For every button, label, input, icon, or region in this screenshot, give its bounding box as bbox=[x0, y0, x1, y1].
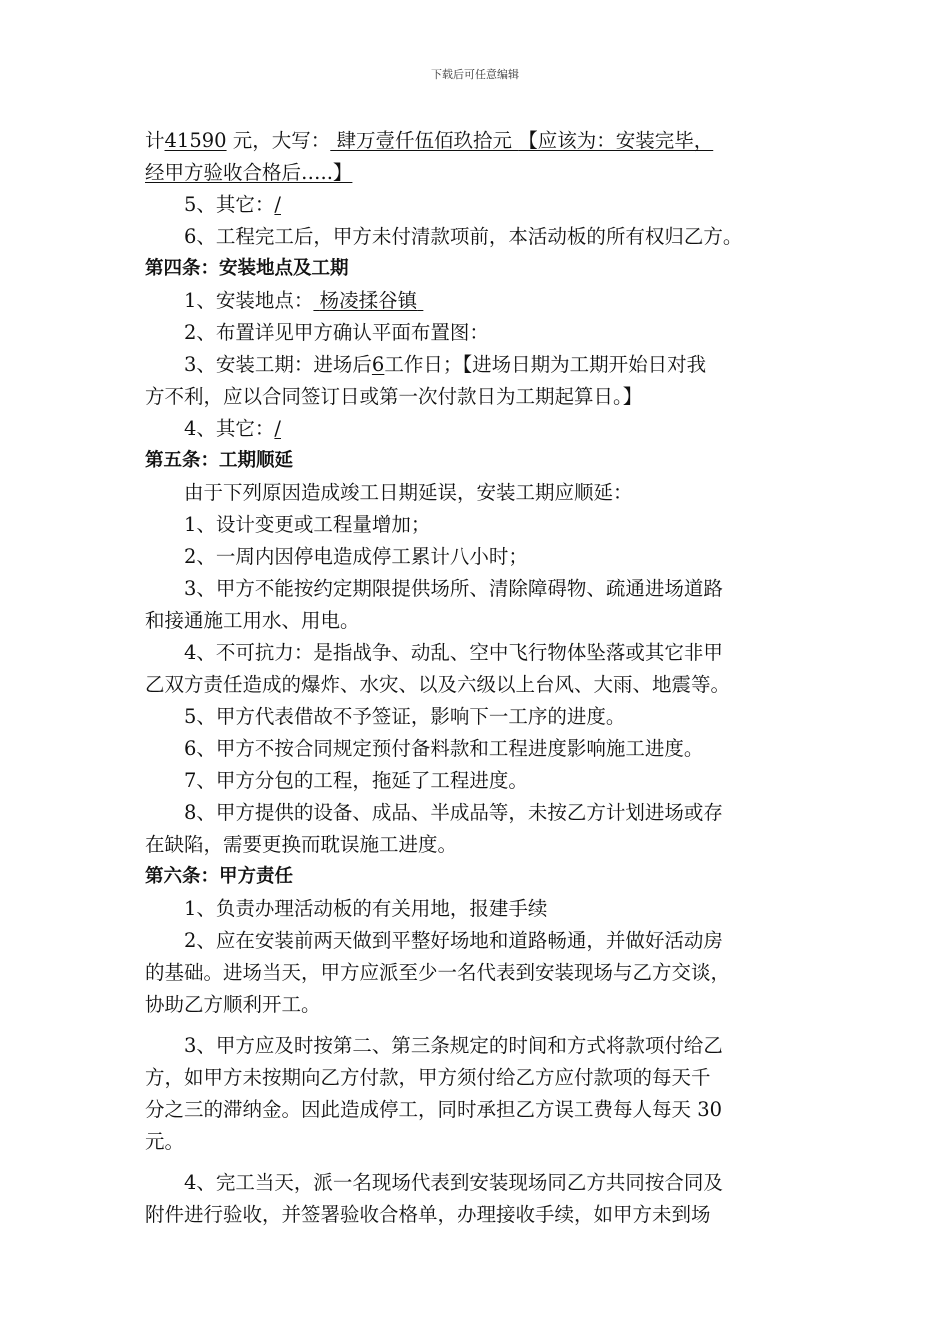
article6-item2-cont: 协助乙方顺利开工。 bbox=[145, 993, 321, 1016]
article5-item4-cont: 乙双方责任造成的爆炸、水灾、以及六级以上台风、大雨、地震等。 bbox=[145, 673, 731, 696]
article6-item4: 4、完工当天，派一名现场代表到安装现场同乙方共同按合同及 bbox=[184, 1171, 723, 1194]
article4-item4: 4、其它：/ bbox=[184, 417, 281, 440]
article5-item2: 2、一周内因停电造成停工累计八小时； bbox=[184, 545, 528, 568]
article5-item5: 5、甲方代表借故不予签证，影响下一工序的进度。 bbox=[184, 705, 626, 728]
article5-item6: 6、甲方不按合同规定预付备料款和工程进度影响施工进度。 bbox=[184, 737, 704, 760]
article4-item3-cont: 方不利，应以合同签订日或第一次付款日为工期起算日。】 bbox=[145, 385, 643, 408]
article5-item3-cont: 和接通施工用水、用电。 bbox=[145, 609, 360, 632]
article6-item3-cont: 元。 bbox=[145, 1130, 185, 1153]
article6-item3-cont: 方，如甲方未按期向乙方付款，甲方须付给乙方应付款项的每天千 bbox=[145, 1066, 711, 1089]
article5-item8: 8、甲方提供的设备、成品、半成品等，未按乙方计划进场或存 bbox=[184, 801, 723, 824]
article5-item1: 1、设计变更或工程量增加； bbox=[184, 513, 431, 536]
article5-item8-cont: 在缺陷，需要更换而耽误施工进度。 bbox=[145, 833, 458, 856]
article6-item1: 1、负责办理活动板的有关用地，报建手续 bbox=[184, 897, 548, 920]
amount-figure: 41590 bbox=[164, 129, 227, 152]
article6-item3-cont: 分之三的滞纳金。因此造成停工，同时承担乙方误工费每人每天 30 bbox=[145, 1098, 723, 1121]
article5-item3: 3、甲方不能按约定期限提供场所、清除障碍物、疏通进场道路 bbox=[184, 577, 723, 600]
article4-item2: 2、布置详见甲方确认平面布置图： bbox=[184, 321, 489, 344]
payment-note-line: 经甲方验收合格后…..】 bbox=[145, 161, 353, 184]
article6-item3: 3、甲方应及时按第二、第三条规定的时间和方式将款项付给乙 bbox=[184, 1034, 723, 1057]
article6-item2: 2、应在安装前两天做到平整好场地和道路畅通，并做好活动房 bbox=[184, 929, 723, 952]
article4-item3: 3、安装工期：进场后6工作日；【进场日期为工期开始日对我 bbox=[184, 353, 707, 376]
article6-item4-cont: 附件进行验收，并签署验收合格单，办理接收手续，如甲方未到场 bbox=[145, 1203, 711, 1226]
document-body bbox=[145, 125, 810, 1231]
article5-heading: 第五条：工期顺延 bbox=[145, 450, 294, 471]
article6-item2-cont: 的基础。进场当天，甲方应派至少一名代表到安装现场与乙方交谈， bbox=[145, 961, 731, 984]
amount-in-words: 肆万壹仟伍佰玖拾元 【应该为：安装完毕， bbox=[336, 129, 714, 152]
article5-item4: 4、不可抗力：是指战争、动乱、空中飞行物体坠落或其它非甲 bbox=[184, 641, 723, 664]
article6-heading: 第六条：甲方责任 bbox=[145, 866, 294, 887]
payment-amount-line: 计41590 元，大写： 肆万壹仟伍佰玖拾元 【应该为：安装完毕， bbox=[145, 129, 714, 152]
article4-heading: 第四条：安装地点及工期 bbox=[145, 258, 349, 279]
article3-item5: 5、其它：/ bbox=[184, 193, 281, 216]
article5-intro: 由于下列原因造成竣工日期延误，安装工期应顺延： bbox=[184, 481, 633, 504]
article5-item7: 7、甲方分包的工程，拖延了工程进度。 bbox=[184, 769, 528, 792]
article4-item1: 1、安装地点： 杨凌揉谷镇 bbox=[145, 285, 810, 317]
page-header: 下载后可任意编辑 bbox=[431, 68, 519, 81]
article3-item6: 6、工程完工后，甲方未付清款项前，本活动板的所有权归乙方。 bbox=[184, 225, 743, 248]
install-location: 杨凌揉谷镇 bbox=[319, 289, 418, 312]
work-days: 6 bbox=[371, 353, 385, 376]
